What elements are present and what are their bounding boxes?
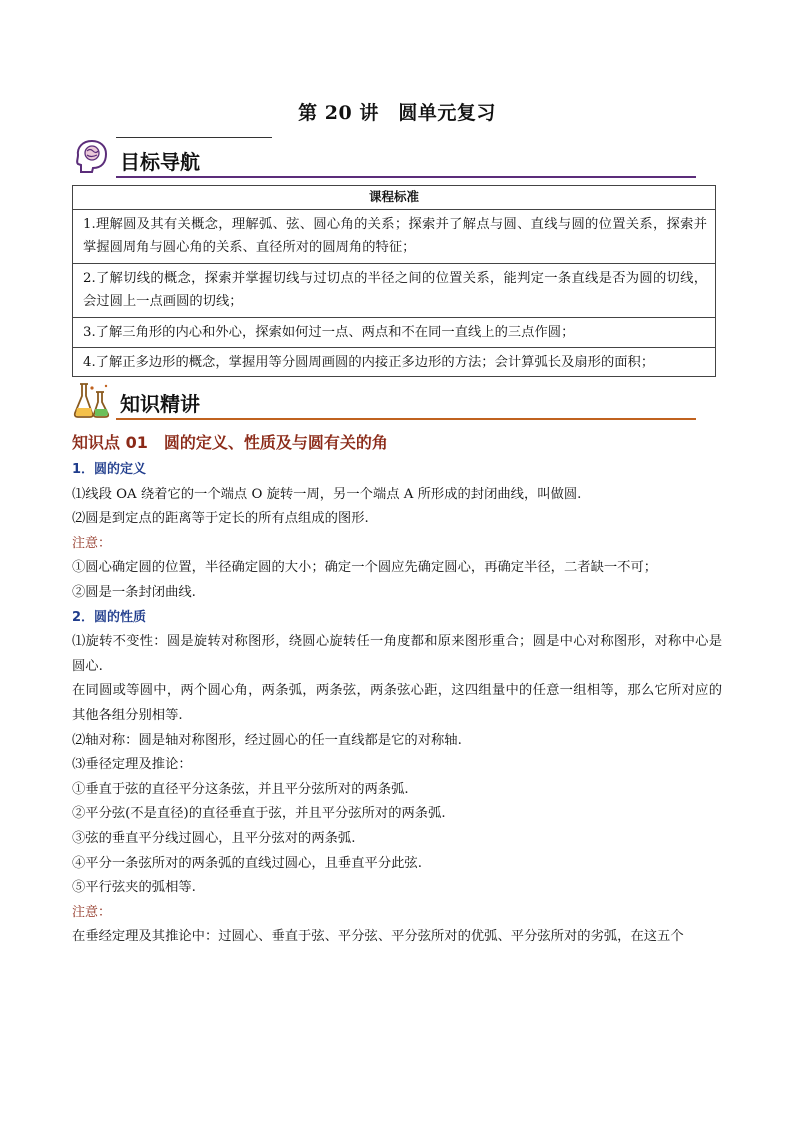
- paragraph: ⑴线段 OA 绕着它的一个端点 O 旋转一周，另一个端点 A 所形成的封闭曲线，叫做圆.: [72, 486, 582, 502]
- standards-item: 3.了解三角形的内心和外心，探索如何过一点、两点和不在同一直线上的三点作圆；: [73, 318, 715, 348]
- paragraph: ⑴旋转不变性：圆是旋转对称图形，绕圆心旋转任一角度都和原来图形重合；圆是中心对称图形，对称中心是圆心.: [72, 634, 722, 674]
- header-top-line: [116, 137, 272, 138]
- paragraph: ②圆是一条封闭曲线.: [72, 584, 196, 600]
- standards-item: 4.了解正多边形的概念，掌握用等分圆周画圆的内接正多边形的方法；会计算弧长及扇形的面积；: [83, 355, 655, 370]
- subhead-circle-properties: 2．圆的性质: [72, 609, 147, 625]
- standards-header: 课程标准: [73, 186, 715, 210]
- paragraph: ④平分一条弦所对的两条弧的直线过圆心，且垂直平分此弦.: [72, 855, 422, 871]
- course-standards-table: [72, 185, 716, 377]
- section-knowledge-header: [72, 378, 696, 420]
- paragraph: 在垂经定理及其推论中：过圆心、垂直于弦、平分弦、平分弦所对的优弧、平分弦所对的劣弧，在这五个: [72, 929, 684, 945]
- section-knowledge-label: 知识精讲: [120, 392, 200, 416]
- note-label: 注意：: [72, 535, 112, 551]
- paragraph: ②平分弦(不是直径)的直径垂直于弦，并且平分弦所对的两条弧.: [72, 806, 446, 822]
- paragraph: ⑤平行弦夹的弧相等.: [72, 880, 196, 896]
- subhead-circle-definition: 1．圆的定义: [72, 462, 147, 477]
- page-title: 第 20 讲 圆单元复习: [298, 102, 496, 124]
- knowledge-point-title: 知识点 01 圆的定义、性质及与圆有关的角: [72, 433, 388, 452]
- paragraph: ⑵圆是到定点的距离等于定长的所有点组成的图形.: [72, 511, 369, 527]
- paragraph: 在同圆或等圆中，两个圆心角，两条弧，两条弦，两条弦心距，这四组量中的任意一组相等，那么它所对应的其他各组分别相等.: [72, 683, 722, 723]
- note-label: 注意：: [72, 904, 112, 920]
- standards-item: 2.了解切线的概念，探索并掌握切线与过切点的半径之间的位置关系，能判定一条直线是否为圆的切线，会过圆上一点画圆的切线；: [73, 264, 715, 318]
- paragraph: ①垂直于弦的直径平分这条弦，并且平分弦所对的两条弧.: [72, 781, 409, 797]
- paragraph: ③弦的垂直平分线过圆心，且平分弦对的两条弧.: [72, 830, 356, 846]
- paragraph: ①圆心确定圆的位置，半径确定圆的大小；确定一个圆应先确定圆心，再确定半径，二者缺一不可；: [72, 560, 658, 576]
- standards-item: 1.理解圆及其有关概念，理解弧、弦、圆心角的关系；探索并了解点与圆、直线与圆的位置关系，探索并掌握圆周角与圆心角的关系、直径所对的圆周角的特征；: [73, 210, 715, 264]
- paragraph: ⑵轴对称：圆是轴对称图形，经过圆心的任一直线都是它的对称轴.: [72, 732, 462, 748]
- brain-icon: [72, 138, 112, 178]
- section-goals-label: 目标导航: [120, 150, 200, 174]
- section-goals-header: [72, 136, 696, 178]
- paragraph: ⑶垂径定理及推论：: [72, 757, 192, 773]
- content-body: [72, 458, 722, 950]
- section-goals-rule: [116, 176, 696, 178]
- section-knowledge-rule: [116, 418, 696, 420]
- flask-icon: [72, 380, 112, 420]
